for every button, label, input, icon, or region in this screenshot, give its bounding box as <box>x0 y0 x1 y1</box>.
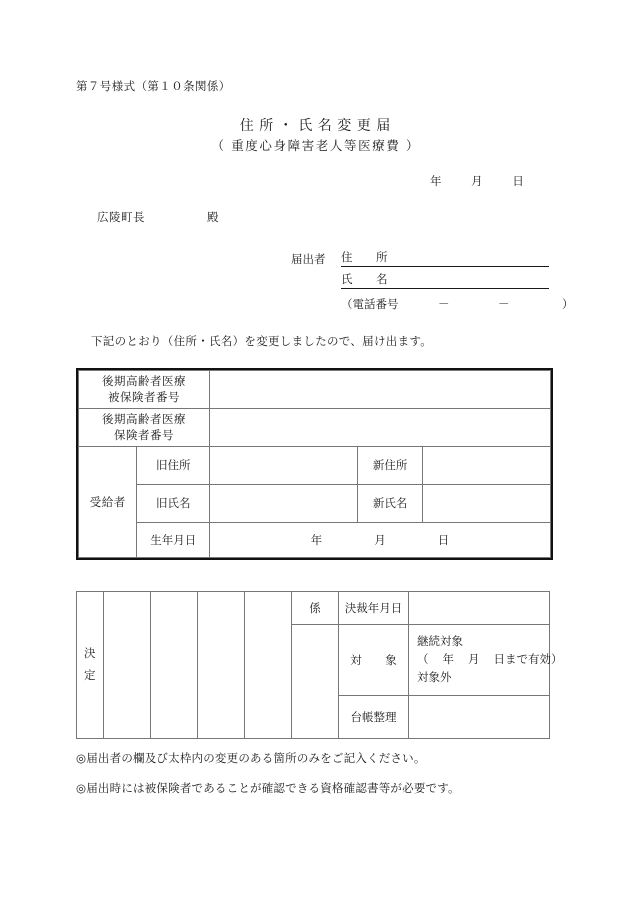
old-address-value[interactable] <box>210 447 358 485</box>
applicant-block <box>291 245 574 313</box>
approver-cell-1[interactable] <box>104 592 151 739</box>
statement-text: 下記のとおり（住所・氏名）を変更しましたので、届け出ます。 <box>91 334 433 348</box>
ledger-label: 台帳整理 <box>339 696 409 739</box>
tel-close-paren: ） <box>562 297 574 311</box>
new-name-label: 新氏名 <box>358 485 423 523</box>
target-option-excluded: 対象外 <box>417 669 452 684</box>
date-day-label: 日 <box>512 174 524 188</box>
applicant-name-field[interactable] <box>341 271 549 289</box>
document-title: 住所・氏名変更届 <box>239 118 396 134</box>
tel-label: （電話番号 <box>341 297 399 311</box>
note-2: ◎届出時には被保険者であることが確認できる資格確認書等が必要です。 <box>76 781 460 795</box>
note-1: ◎届出者の欄及び太枠内の変更のある箇所のみをご記入ください。 <box>76 751 426 765</box>
applicant-name-row <box>291 267 549 289</box>
table-row-birthdate <box>79 523 551 558</box>
target-label: 対 象 <box>339 625 409 696</box>
tel-dash-2: － <box>498 297 510 311</box>
addressee-line <box>97 209 219 225</box>
insured-number-value[interactable] <box>210 371 551 409</box>
applicant-address-field[interactable] <box>341 249 549 267</box>
approval-date-value[interactable] <box>409 592 550 625</box>
table-row-insured-number <box>79 371 551 409</box>
decision-row-approvers <box>77 592 550 625</box>
applicant-group-label: 届出者 <box>291 252 326 266</box>
birthdate-value[interactable] <box>210 523 551 558</box>
validity-open-paren: （ <box>417 652 429 667</box>
decision-table <box>76 591 563 739</box>
new-address-value[interactable] <box>422 447 550 485</box>
ledger-value[interactable] <box>409 696 550 739</box>
addressee-name: 広陵町長 <box>97 210 145 224</box>
birthdate-month-label: 月 <box>374 532 386 547</box>
decision-label: 決 定 <box>77 592 104 739</box>
new-name-value[interactable] <box>422 485 550 523</box>
validity-month-label: 月 <box>468 652 480 667</box>
insured-number-label: 後期高齢者医療 被保険者番号 <box>79 371 210 409</box>
new-address-label: 新住所 <box>358 447 423 485</box>
table-row-old-new-name <box>79 485 551 523</box>
form-code: 第７号様式（第１０条関係） <box>76 79 231 93</box>
clerk-label: 係 <box>292 592 339 625</box>
main-table <box>76 368 553 560</box>
target-validity-line <box>417 651 563 669</box>
approver-cell-3[interactable] <box>198 592 245 739</box>
tel-dash-1: － <box>438 297 450 311</box>
insurer-number-label: 後期高齢者医療 保険者番号 <box>79 409 210 447</box>
birthdate-day-label: 日 <box>437 532 450 547</box>
target-option-continue: 継続対象 <box>417 634 463 649</box>
table-row-old-new-address <box>79 447 551 485</box>
applicant-address-row <box>291 245 549 267</box>
target-options[interactable] <box>409 625 563 696</box>
approval-date-label: 決裁年月日 <box>339 592 409 625</box>
validity-year-label: 年 <box>442 652 454 667</box>
applicant-tel-field[interactable] <box>341 296 574 313</box>
old-name-value[interactable] <box>210 485 358 523</box>
old-address-label: 旧住所 <box>137 447 210 485</box>
submission-date-line <box>430 173 524 189</box>
approver-cell-4[interactable] <box>245 592 292 739</box>
applicant-name-label: 氏 名 <box>341 272 394 286</box>
applicant-address-label: 住 所 <box>341 250 394 264</box>
date-month-label: 月 <box>471 174 483 188</box>
date-year-label: 年 <box>430 174 442 188</box>
old-name-label: 旧氏名 <box>137 485 210 523</box>
applicant-tel-row <box>291 289 574 313</box>
birthdate-label: 生年月日 <box>137 523 210 558</box>
approver-cell-2[interactable] <box>151 592 198 739</box>
table-row-insurer-number <box>79 409 551 447</box>
addressee-honorific: 殿 <box>207 210 219 224</box>
clerk-value[interactable] <box>292 625 339 739</box>
footer-notes <box>76 750 460 810</box>
validity-tail: 日まで有効） <box>493 652 563 667</box>
document-subtitle: （ 重度心身障害老人等医療費 ） <box>211 138 421 153</box>
recipient-label: 受給者 <box>79 447 137 558</box>
insurer-number-value[interactable] <box>210 409 551 447</box>
birthdate-year-label: 年 <box>310 532 323 547</box>
